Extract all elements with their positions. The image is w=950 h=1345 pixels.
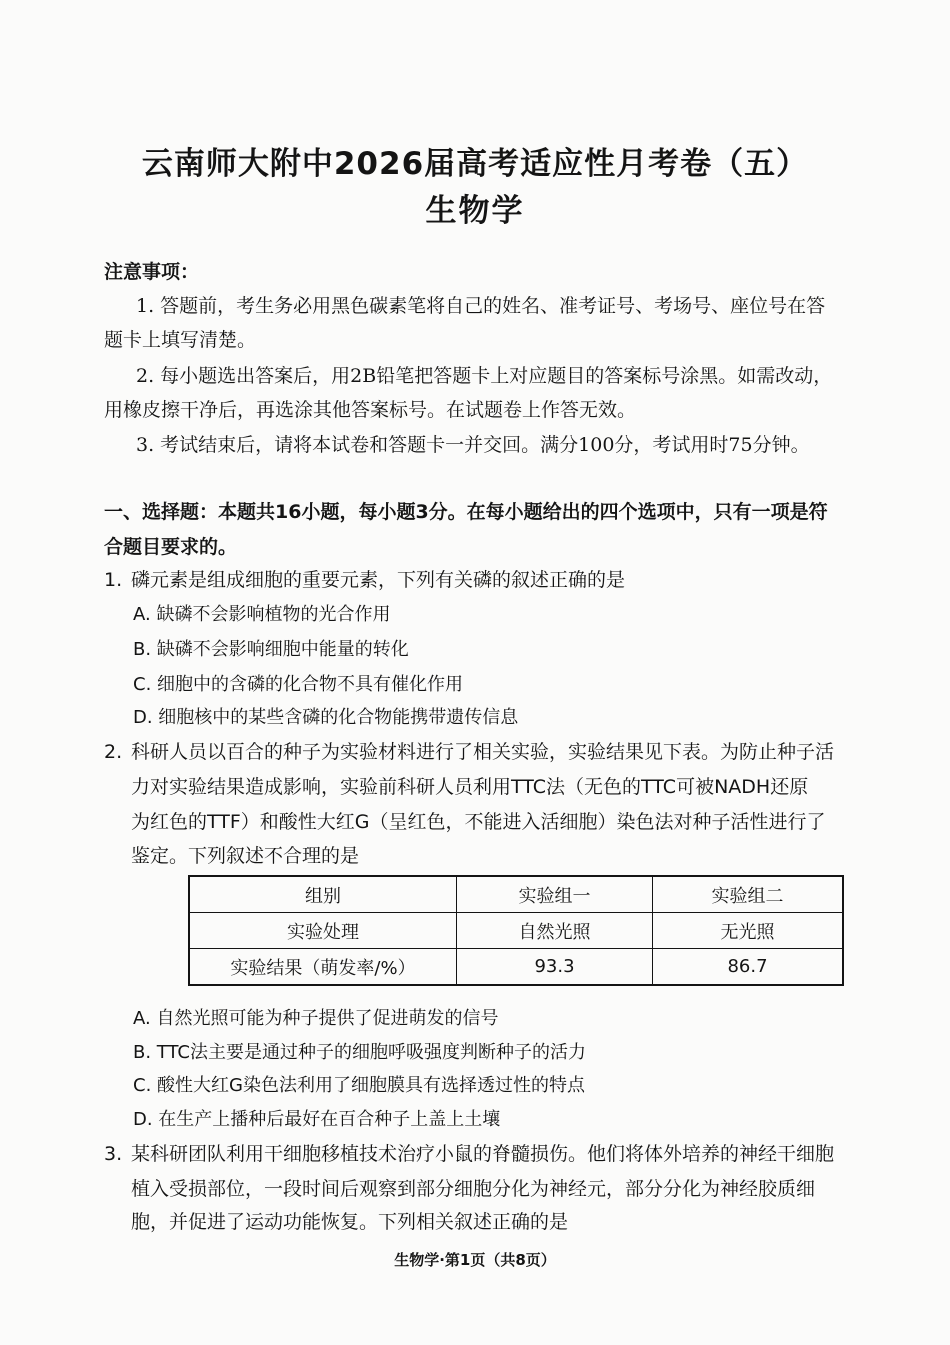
q2-option-c: C. 酸性大红G染色法利用了细胞膜具有选择透过性的特点 — [133, 1075, 585, 1096]
page-title: 云南师大附中2026届高考适应性月考卷（五） — [141, 146, 809, 182]
table-cell: 无光照 — [653, 913, 844, 949]
table-cell: 自然光照 — [457, 913, 653, 949]
question-number: 2. — [104, 741, 123, 763]
q2-stem-line-4: 鉴定。下列叙述不合理的是 — [131, 845, 360, 867]
question-1 — [104, 568, 904, 592]
q1-option-b: B. 缺磷不会影响细胞中能量的转化 — [133, 639, 409, 660]
question-3 — [104, 1142, 904, 1166]
results-table — [188, 875, 844, 986]
question-number: 1. — [104, 569, 123, 591]
table-cell: 实验处理 — [189, 913, 457, 949]
notice-heading: 注意事项： — [104, 261, 200, 283]
table-row — [189, 913, 843, 949]
q3-stem-line-3: 胞，并促进了运动功能恢复。下列相关叙述正确的是 — [131, 1211, 569, 1233]
table-cell: 86.7 — [653, 949, 844, 986]
table-header-cell: 组别 — [189, 876, 457, 913]
q2-option-b: B. TTC法主要是通过种子的细胞呼吸强度判断种子的活力 — [133, 1042, 586, 1063]
question-stem: 某科研团队利用干细胞移植技术治疗小鼠的脊髓损伤。他们将体外培养的神经干细胞 — [131, 1143, 835, 1165]
q2-stem-line-3: 为红色的TTF）和酸性大红G（呈红色，不能进入活细胞）染色法对种子活性进行了 — [131, 811, 826, 833]
notice-item-1-line-1: 1. 答题前，考生务必用黑色碳素笔将自己的姓名、准考证号、考场号、座位号在答 — [136, 295, 826, 317]
table-header-cell: 实验组二 — [653, 876, 844, 913]
q3-stem-line-2: 植入受损部位，一段时间后观察到部分细胞分化为神经元，部分分化为神经胶质细 — [131, 1178, 816, 1200]
q1-option-a: A. 缺磷不会影响植物的光合作用 — [133, 604, 391, 625]
section-heading-line-1: 一、选择题：本题共16小题，每小题3分。在每小题给出的四个选项中，只有一项是符 — [104, 501, 828, 523]
notice-item-3-line-1: 3. 考试结束后，请将本试卷和答题卡一并交回。满分100分，考试用时75分钟。 — [136, 434, 810, 456]
q1-option-d: D. 细胞核中的某些含磷的化合物能携带遗传信息 — [133, 707, 519, 728]
notice-item-1-line-2: 题卡上填写清楚。 — [104, 329, 257, 351]
notice-item-2-line-1: 2. 每小题选出答案后，用2B铅笔把答题卡上对应题目的答案标号涂黑。如需改动， — [136, 365, 833, 387]
table-row — [189, 949, 843, 986]
q2-stem-line-2: 力对实验结果造成影响，实验前科研人员利用TTC法（无色的TTC可被NADH还原 — [131, 776, 809, 798]
table-header-cell: 实验组一 — [457, 876, 653, 913]
table-cell: 实验结果（萌发率/%） — [189, 949, 457, 986]
question-stem: 科研人员以百合的种子为实验材料进行了相关实验，实验结果见下表。为防止种子活 — [131, 741, 835, 763]
subject-title: 生物学 — [425, 193, 525, 229]
question-stem: 磷元素是组成细胞的重要元素，下列有关磷的叙述正确的是 — [131, 569, 626, 591]
q2-option-d: D. 在生产上播种后最好在百合种子上盖上土壤 — [133, 1109, 501, 1130]
notice-item-2-line-2: 用橡皮擦干净后，再选涂其他答案标号。在试题卷上作答无效。 — [104, 399, 637, 421]
question-number: 3. — [104, 1143, 123, 1165]
table-header-row — [189, 876, 843, 913]
page-footer: 生物学·第1页（共8页） — [394, 1251, 556, 1269]
q2-option-a: A. 自然光照可能为种子提供了促进萌发的信号 — [133, 1008, 499, 1029]
question-2 — [104, 740, 904, 764]
table-cell: 93.3 — [457, 949, 653, 986]
section-heading-line-2: 合题目要求的。 — [104, 536, 238, 558]
q1-option-c: C. 细胞中的含磷的化合物不具有催化作用 — [133, 674, 464, 695]
